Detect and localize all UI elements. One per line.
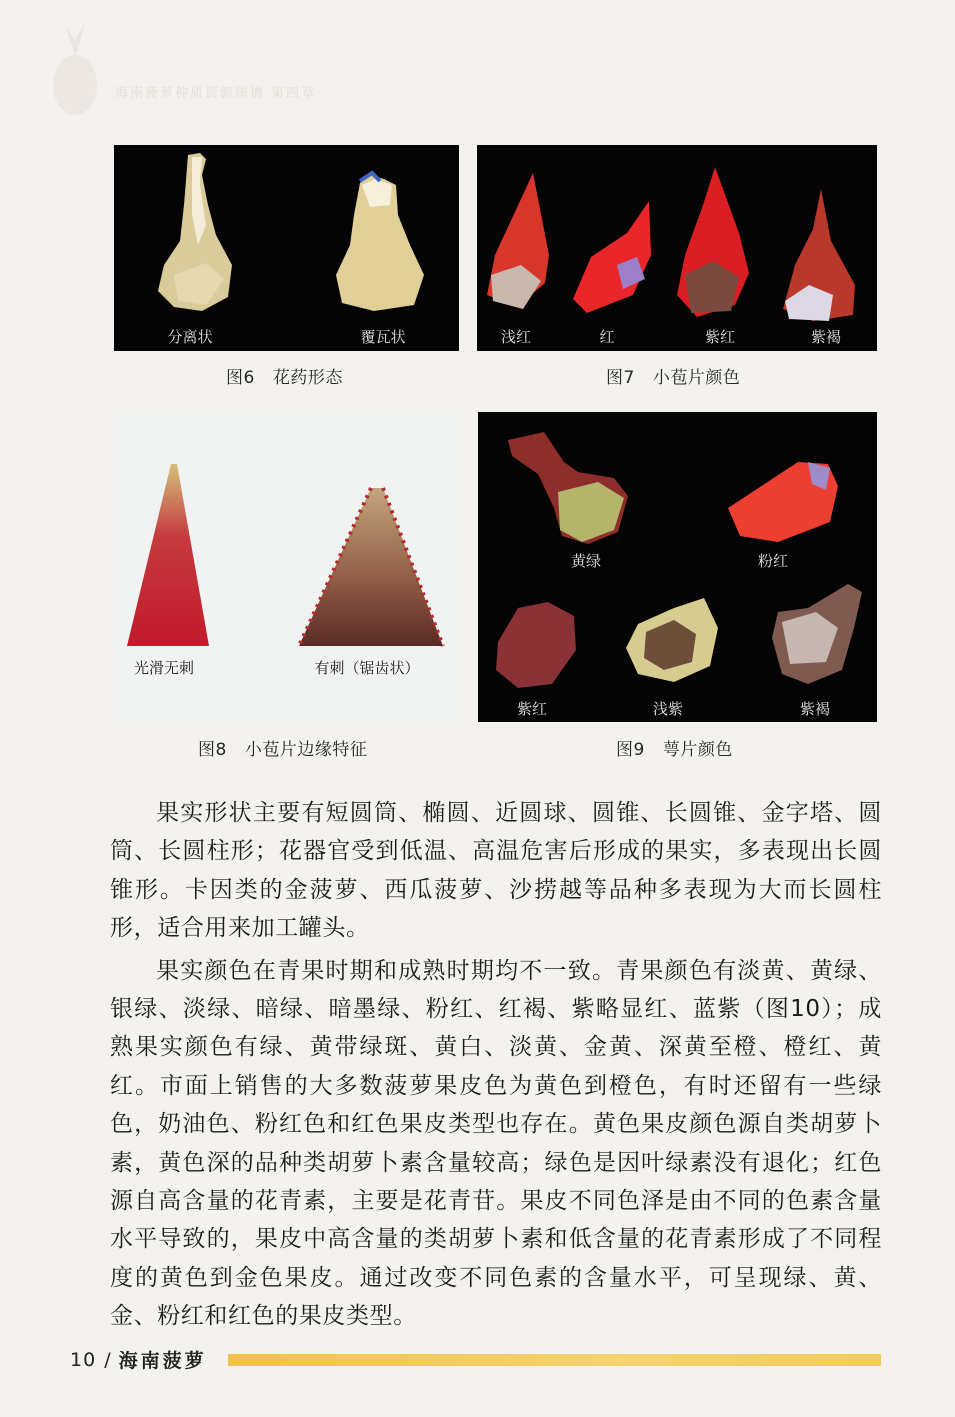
figure-7-caption (606, 363, 740, 388)
caption-number: 图6 (226, 368, 255, 388)
sepal-photo (478, 412, 877, 722)
running-title: 海南菠萝种质资源图谱 第四章 (115, 86, 317, 101)
page-footer (70, 1346, 207, 1373)
caption-number: 图7 (606, 368, 635, 388)
caption-text: 小苞片边缘特征 (244, 740, 368, 760)
figure-6-anther-morphology (114, 145, 459, 351)
figure-7-bracteole-color (477, 145, 877, 351)
caption-number: 图9 (616, 740, 645, 760)
panel-label: 分离状 (167, 328, 213, 346)
caption-number: 图8 (198, 740, 227, 760)
caption-text: 小苞片颜色 (652, 368, 741, 388)
panel-label: 紫红 (704, 328, 736, 346)
figure-9-sepal-color (478, 412, 877, 722)
panel-label: 光滑无刺 (133, 659, 195, 677)
panel-label: 粉红 (757, 552, 789, 570)
caption-text: 萼片颜色 (662, 740, 733, 760)
bracteole-photo (477, 145, 877, 351)
panel-label: 紫红 (516, 700, 548, 718)
figure-8-bracteole-margin (113, 412, 460, 722)
figure-9-caption (616, 735, 733, 760)
panel-label: 紫褐 (799, 700, 831, 718)
caption-text: 花药形态 (272, 368, 343, 388)
page-number: 10 (70, 1348, 97, 1371)
panel-label: 有刺（锯齿状） (314, 659, 420, 677)
panel-label: 红 (599, 328, 615, 346)
pineapple-watermark-icon (40, 20, 110, 120)
footer-decorative-bar (228, 1354, 881, 1366)
book-title: 海南菠萝 (118, 1350, 207, 1372)
panel-label: 紫褐 (810, 328, 842, 346)
panel-label: 黄绿 (570, 552, 602, 570)
figure-6-caption (226, 363, 343, 388)
footer-separator: / (104, 1348, 111, 1371)
panel-label: 浅紫 (652, 700, 684, 718)
panel-label: 覆瓦状 (360, 328, 406, 346)
body-text (110, 794, 882, 1340)
figure-8-caption (198, 735, 367, 760)
anther-photo (114, 145, 459, 351)
paragraph: 果实形状主要有短圆筒、椭圆、近圆球、圆锥、长圆锥、金字塔、圆筒、长圆柱形；花器官受到低温、高温危害后形成的果实，多表现出长圆锥形。卡因类的金菠萝、西瓜菠萝、沙捞越等品种多表现为大而长圆柱形，适合用来加工罐头。 (110, 800, 882, 942)
panel-label: 浅红 (500, 328, 532, 346)
paragraph: 果实颜色在青果时期和成熟时期均不一致。青果颜色有淡黄、黄绿、银绿、淡绿、暗绿、暗墨绿、粉红、红褐、紫略显红、蓝紫（图10）；成熟果实颜色有绿、黄带绿斑、黄白、淡黄、金黄、深黄至橙、橙红、黄红。市面上销售的大多数菠萝果皮色为黄色到橙色，有时还留有一些绿色，奶油色、粉红色和红色果皮类型也存在。黄色果皮颜色源自类胡萝卜素，黄色深的品种类胡萝卜素含量较高；绿色是因叶绿素没有退化；红色源自高含量的花青素，主要是花青苷。果皮不同色泽是由不同的色素含量水平导致的，果皮中高含量的类胡萝卜素和低含量的花青素形成了不同程度的黄色到金色果皮。通过改变不同色素的含量水平，可呈现绿、黄、金、粉红和红色的果皮类型。 (110, 957, 882, 1330)
